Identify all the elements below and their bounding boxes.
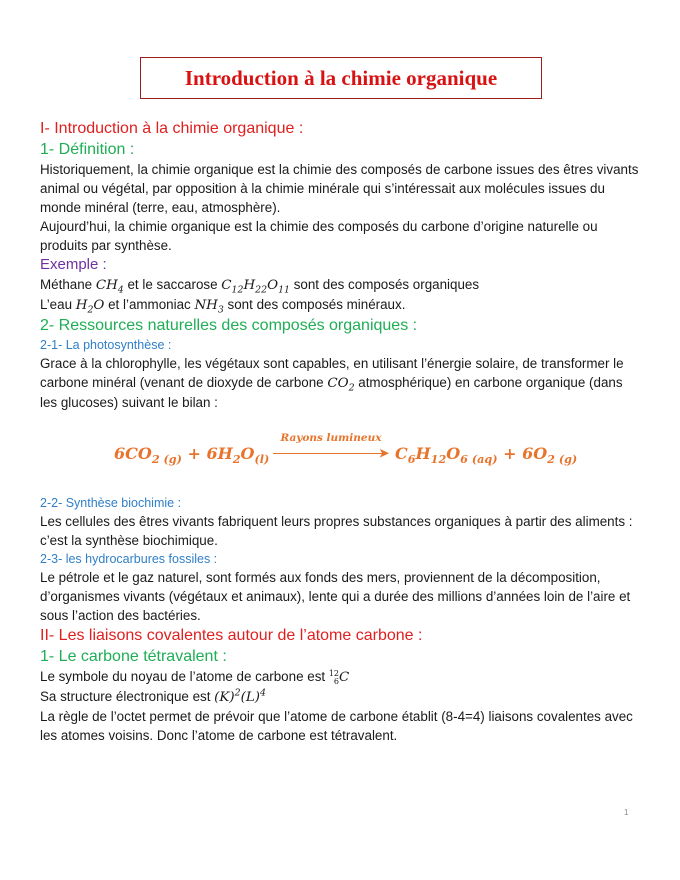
- subsection-title: Définition :: [54, 141, 135, 158]
- example-text: et l’ammoniac: [104, 297, 195, 312]
- definition-paragraph-1: Historiquement, la chimie organique est la chimie des composés de carbone issues des êtres vivants animal ou végétal, par opposition à la chimie minérale qui s’intéressait aux molécules issues du monde minéral (terre, eau, atmosphère).: [40, 162, 639, 215]
- photosynthesis-equation: [40, 432, 640, 472]
- example-line-2: [40, 295, 640, 315]
- formula-nh3: $NH_3$: [194, 298, 224, 316]
- example-text: L’eau: [40, 297, 76, 312]
- formula-electron-structure: $(K)^2(L)^4$: [214, 687, 266, 705]
- reaction-arrow-label: Rayons lumineux: [280, 432, 382, 444]
- formula-saccharose: $C_{12}H_{22}O_{11}$: [221, 278, 290, 296]
- carbone-symbole-line: [40, 667, 640, 687]
- structure-electronique-line: [40, 687, 640, 707]
- formula-h2o: $H_2O$: [75, 298, 105, 316]
- section-number: II-: [40, 627, 55, 644]
- example-text: sont des composés minéraux.: [223, 297, 406, 312]
- equation-reactants: $6CO_{2 (g)} + 6H_2O_{(l)}$: [114, 444, 270, 467]
- heading-synthese-biochimie: 2-2- Synthèse biochimie :: [40, 496, 182, 510]
- formula-ch4: $CH_4$: [95, 278, 124, 296]
- photosynthese-paragraph: [40, 354, 640, 412]
- page-title: Introduction à la chimie organique: [184, 65, 498, 90]
- subsection-number: 2-: [40, 317, 55, 334]
- example-text: sont des composés organiques: [290, 277, 480, 292]
- subsection-heading-definition: [40, 139, 640, 160]
- reaction-arrow: [273, 432, 389, 468]
- page-number: 1: [624, 808, 629, 817]
- hydrocarbures-paragraph: Le pétrole et le gaz naturel, sont formés aux fonds des mers, proviennent de la décomposition, d’organismes vivants (végétaux et animaux), lente qui a durée des millions d’années loin de l’aire et sous l’action des bactéries.: [40, 570, 631, 623]
- formula-co2: $CO_2$: [327, 376, 355, 394]
- heading-hydrocarbures: 2-3- les hydrocarbures fossiles :: [40, 552, 218, 566]
- example-line-1: [40, 275, 640, 295]
- section-title: Introduction à la chimie organique :: [49, 120, 304, 137]
- formula-carbon-12: 12 6C: [328, 668, 350, 686]
- paragraph-text: Grace à la chlorophylle, les végétaux sont capables, en utilisant l’énergie solaire, de transformer le carbone minéral (venant de dioxyde de carbone: [40, 356, 624, 390]
- section-number: I-: [40, 120, 50, 137]
- subsection-title: Le carbone tétravalent :: [54, 648, 227, 665]
- section-heading-2: [40, 625, 640, 646]
- subsection-number: 1-: [40, 141, 55, 158]
- subsection-heading-tetravalent: [40, 646, 640, 667]
- paragraph-text: atmosphérique) en carbone organique (dans les glucoses) suivant le bilan :: [40, 375, 623, 410]
- arrow-head-icon: ➤: [379, 446, 390, 460]
- subsection-title: Ressources naturelles des composés organiques :: [54, 317, 418, 334]
- title-box: [140, 57, 542, 99]
- heading-photosynthese: 2-1- La photosynthèse :: [40, 338, 172, 352]
- section-heading-1: [40, 118, 640, 139]
- section-title: Les liaisons covalentes autour de l’atome carbone :: [54, 627, 423, 644]
- paragraph-text: Le symbole du noyau de l’atome de carbone est: [40, 669, 329, 684]
- paragraph-text: Sa structure électronique est: [40, 689, 215, 704]
- example-text: et le saccarose: [123, 277, 222, 292]
- arrow-line: [273, 453, 383, 454]
- equation-products: $C_6H_{12}O_{6 (aq)} + 6O_{2 (g)}$: [395, 444, 578, 467]
- subsection-heading-ressources: [40, 315, 640, 336]
- example-text: Méthane: [40, 277, 96, 292]
- octet-paragraph: La règle de l’octet permet de prévoir que l’atome de carbone établit (8-4=4) liaisons covalentes avec les atomes voisins. Donc l’atome de carbone est tétravalent.: [40, 709, 633, 743]
- synthese-paragraph: Les cellules des êtres vivants fabriquent leurs propres substances organiques à partir des aliments : c’est la synthèse biochimique.: [40, 514, 633, 548]
- example-label: Exemple :: [40, 256, 107, 273]
- definition-paragraph-2: Aujourd’hui, la chimie organique est la chimie des composés du carbone d’origine naturelle ou produits par synthèse.: [40, 219, 598, 253]
- document-content: [40, 118, 640, 745]
- subsection-number: 1-: [40, 648, 55, 665]
